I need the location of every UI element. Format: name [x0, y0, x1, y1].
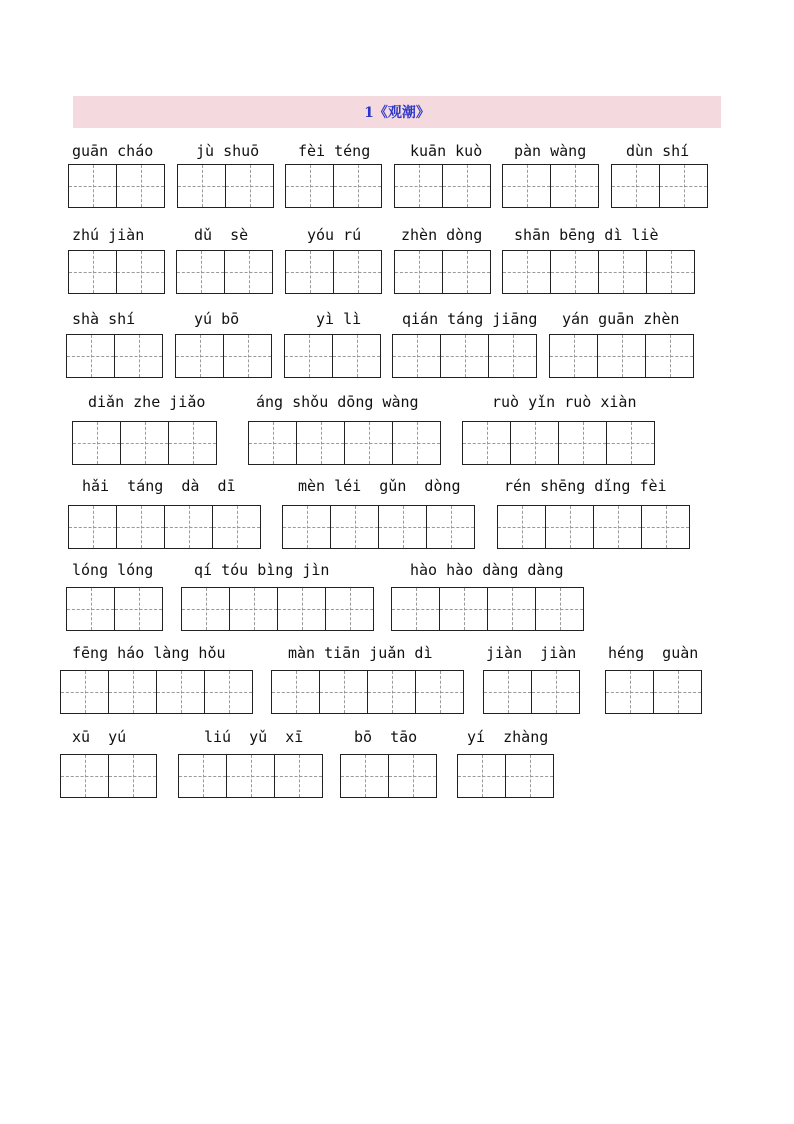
word-pinyin: áng shǒu dōng wàng: [256, 393, 419, 411]
character-box[interactable]: [275, 755, 323, 797]
word-pinyin: shān bēng dì liè: [514, 226, 659, 244]
writing-grid: [284, 334, 381, 378]
character-box[interactable]: [498, 506, 546, 548]
character-box[interactable]: [117, 251, 165, 293]
character-box[interactable]: [463, 422, 511, 464]
writing-grid: [502, 250, 695, 294]
word-pinyin: pàn wàng: [514, 142, 587, 160]
character-box[interactable]: [320, 671, 368, 713]
word-pinyin: yì lì: [316, 310, 362, 328]
writing-grid: [72, 421, 217, 465]
character-box[interactable]: [67, 588, 115, 630]
character-box[interactable]: [607, 422, 655, 464]
character-box[interactable]: [297, 422, 345, 464]
writing-grid: [68, 164, 165, 208]
word-pinyin: dùn shí: [626, 142, 690, 160]
word-pinyin: bō tāo: [354, 728, 418, 746]
character-box[interactable]: [392, 588, 440, 630]
word-pinyin: yóu rú: [307, 226, 362, 244]
character-box[interactable]: [612, 165, 660, 207]
character-box[interactable]: [594, 506, 642, 548]
character-box[interactable]: [286, 251, 334, 293]
character-box[interactable]: [121, 422, 169, 464]
writing-grid: [176, 250, 273, 294]
character-box[interactable]: [61, 755, 109, 797]
character-box[interactable]: [654, 671, 702, 713]
character-box[interactable]: [599, 251, 647, 293]
character-box[interactable]: [503, 165, 551, 207]
character-box[interactable]: [333, 335, 381, 377]
writing-grid: [502, 164, 599, 208]
writing-grid: [60, 754, 157, 798]
character-box[interactable]: [488, 588, 536, 630]
character-box[interactable]: [117, 506, 165, 548]
word-pinyin: zhú jiàn: [72, 226, 145, 244]
character-box[interactable]: [368, 671, 416, 713]
word-pinyin: rén shēng dǐng fèi: [504, 477, 667, 495]
writing-grid: [178, 754, 323, 798]
word-pinyin: zhèn dòng: [401, 226, 483, 244]
word-pinyin: kuān kuò: [410, 142, 483, 160]
character-box[interactable]: [379, 506, 427, 548]
word-pinyin: qí tóu bìng jìn: [194, 561, 330, 579]
writing-grid: [285, 250, 382, 294]
writing-grid: [483, 670, 580, 714]
writing-grid: [175, 334, 272, 378]
writing-grid: [177, 164, 274, 208]
character-box[interactable]: [598, 335, 646, 377]
character-box[interactable]: [389, 755, 437, 797]
character-box[interactable]: [326, 588, 374, 630]
writing-grid: [66, 334, 163, 378]
writing-grid: [282, 505, 475, 549]
character-box[interactable]: [115, 588, 163, 630]
writing-grid: [181, 587, 374, 631]
character-box[interactable]: [606, 671, 654, 713]
character-box[interactable]: [546, 506, 594, 548]
character-box[interactable]: [334, 165, 382, 207]
writing-grid: [497, 505, 690, 549]
word-pinyin: màn tiān juǎn dì: [288, 644, 433, 662]
character-box[interactable]: [559, 422, 607, 464]
character-box[interactable]: [395, 251, 443, 293]
word-pinyin: xū yú: [72, 728, 127, 746]
writing-grid: [285, 164, 382, 208]
writing-grid: [549, 334, 694, 378]
character-box[interactable]: [341, 755, 389, 797]
character-box[interactable]: [115, 335, 163, 377]
writing-grid: [68, 250, 165, 294]
character-box[interactable]: [73, 422, 121, 464]
character-box[interactable]: [176, 335, 224, 377]
word-pinyin: hào hào dàng dàng: [410, 561, 564, 579]
writing-grid: [392, 334, 537, 378]
character-box[interactable]: [230, 588, 278, 630]
writing-grid: [457, 754, 554, 798]
writing-grid: [60, 670, 253, 714]
character-box[interactable]: [660, 165, 708, 207]
character-box[interactable]: [550, 335, 598, 377]
character-box[interactable]: [416, 671, 464, 713]
writing-grid: [68, 505, 261, 549]
character-box[interactable]: [551, 251, 599, 293]
word-pinyin: jù shuō: [196, 142, 260, 160]
character-box[interactable]: [511, 422, 559, 464]
word-pinyin: héng guàn: [608, 644, 699, 662]
writing-grid: [340, 754, 437, 798]
character-box[interactable]: [286, 165, 334, 207]
word-pinyin: fèi téng: [298, 142, 371, 160]
writing-grid: [394, 164, 491, 208]
character-box[interactable]: [109, 671, 157, 713]
character-box[interactable]: [213, 506, 261, 548]
page-title: 1《观潮》: [364, 105, 430, 121]
word-pinyin: yú bō: [194, 310, 240, 328]
character-box[interactable]: [440, 588, 488, 630]
character-box[interactable]: [249, 422, 297, 464]
word-pinyin: mèn léi gǔn dòng: [298, 477, 461, 495]
character-box[interactable]: [179, 755, 227, 797]
word-pinyin: yán guān zhèn: [562, 310, 680, 328]
character-box[interactable]: [109, 755, 157, 797]
word-pinyin: yí zhàng: [467, 728, 549, 746]
word-pinyin: guān cháo: [72, 142, 154, 160]
character-box[interactable]: [226, 165, 274, 207]
character-box[interactable]: [67, 335, 115, 377]
character-box[interactable]: [443, 165, 491, 207]
character-box[interactable]: [647, 251, 695, 293]
character-box[interactable]: [458, 755, 506, 797]
character-box[interactable]: [178, 165, 226, 207]
character-box[interactable]: [169, 422, 217, 464]
writing-grid: [394, 250, 491, 294]
character-box[interactable]: [205, 671, 253, 713]
character-box[interactable]: [177, 251, 225, 293]
character-box[interactable]: [393, 335, 441, 377]
character-box[interactable]: [646, 335, 694, 377]
character-box[interactable]: [395, 165, 443, 207]
word-pinyin: qián táng jiāng: [402, 310, 538, 328]
character-box[interactable]: [182, 588, 230, 630]
writing-grid: [462, 421, 655, 465]
character-box[interactable]: [642, 506, 690, 548]
character-box[interactable]: [503, 251, 551, 293]
writing-grid: [611, 164, 708, 208]
writing-grid: [271, 670, 464, 714]
character-box[interactable]: [441, 335, 489, 377]
character-box[interactable]: [224, 335, 272, 377]
word-pinyin: hǎi táng dà dī: [82, 477, 236, 495]
character-box[interactable]: [69, 506, 117, 548]
word-pinyin: shà shí: [72, 310, 136, 328]
character-box[interactable]: [506, 755, 554, 797]
character-box[interactable]: [283, 506, 331, 548]
writing-grid: [605, 670, 702, 714]
character-box[interactable]: [345, 422, 393, 464]
writing-grid: [248, 421, 441, 465]
word-pinyin: diǎn zhe jiǎo: [88, 393, 206, 411]
character-box[interactable]: [427, 506, 475, 548]
character-box[interactable]: [117, 165, 165, 207]
word-pinyin: ruò yǐn ruò xiàn: [492, 393, 637, 411]
character-box[interactable]: [331, 506, 379, 548]
word-pinyin: liú yǔ xī: [204, 728, 304, 746]
word-pinyin: dǔ sè: [194, 226, 249, 244]
character-box[interactable]: [69, 165, 117, 207]
character-box[interactable]: [334, 251, 382, 293]
word-pinyin: lóng lóng: [72, 561, 154, 579]
character-box[interactable]: [157, 671, 205, 713]
character-box[interactable]: [484, 671, 532, 713]
word-pinyin: jiàn jiàn: [486, 644, 577, 662]
character-box[interactable]: [69, 251, 117, 293]
character-box[interactable]: [227, 755, 275, 797]
writing-grid: [391, 587, 584, 631]
character-box[interactable]: [443, 251, 491, 293]
character-box[interactable]: [165, 506, 213, 548]
character-box[interactable]: [225, 251, 273, 293]
character-box[interactable]: [285, 335, 333, 377]
character-box[interactable]: [536, 588, 584, 630]
character-box[interactable]: [272, 671, 320, 713]
title-banner: [73, 96, 721, 128]
character-box[interactable]: [61, 671, 109, 713]
character-box[interactable]: [393, 422, 441, 464]
writing-grid: [66, 587, 163, 631]
character-box[interactable]: [551, 165, 599, 207]
word-pinyin: fēng háo làng hǒu: [72, 644, 226, 662]
character-box[interactable]: [532, 671, 580, 713]
character-box[interactable]: [489, 335, 537, 377]
character-box[interactable]: [278, 588, 326, 630]
